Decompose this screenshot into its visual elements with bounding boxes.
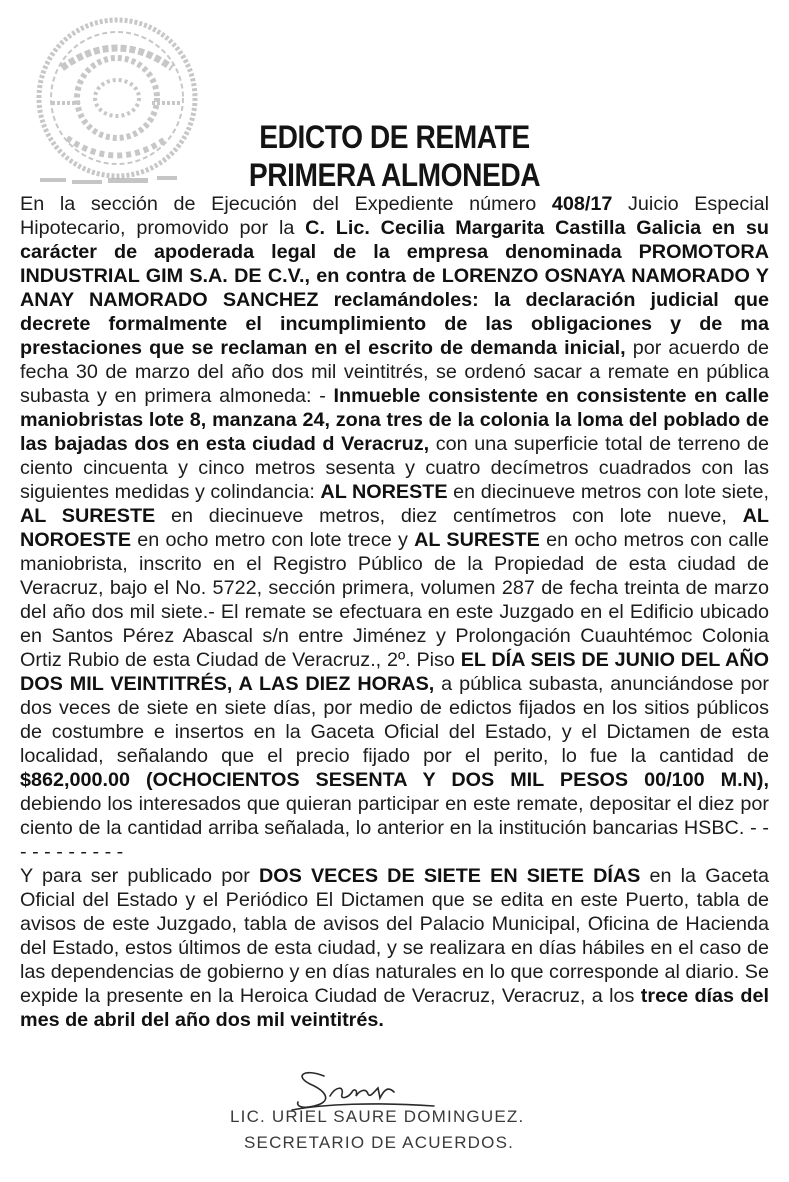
bold-segment: EL DÍA SEIS DE JUNIO DEL AÑO DOS MIL VEINTITRÉS, A LAS DIEZ HORAS, bbox=[20, 649, 769, 695]
text-segment: Y para ser publicado por bbox=[20, 865, 259, 887]
bold-segment: C. Lic. Cecilia Margarita Castilla Galicia en su carácter de apoderada legal de la empresa denominada PROMOTORA INDUSTRIAL GIM S.A. DE C.V., en contra de LORENZO OSNAYA NAMORADO Y ANAY NAMORADO SANCHEZ reclamándoles: la declaración judicial que decrete formalmente el incumplimiento de las obligaciones y de ma prestaciones que se reclaman en el escrito de demanda inicial, bbox=[20, 217, 769, 359]
edict-paragraph-1 bbox=[20, 192, 769, 864]
signature-block bbox=[226, 1104, 566, 1156]
text-segment: Juicio Especial Hipotecario, promovido por la bbox=[20, 193, 769, 239]
signer-title: SECRETARIO DE ACUERDOS. bbox=[244, 1133, 515, 1152]
signer-name: LIC. URIEL SAURE DOMINGUEZ. bbox=[230, 1107, 525, 1126]
text-segment: debiendo los interesados que quieran participar en este remate, depositar el diez por ciento de la cantidad arriba señalada, lo anterior en la institución bancarias HSBC. - - - - - - - - - - - bbox=[20, 793, 769, 863]
bold-segment: $862,000.00 (OCHOCIENTOS SESENTA Y DOS MIL PESOS 00/100 M.N), bbox=[20, 769, 769, 791]
bold-segment: AL NORESTE bbox=[320, 481, 448, 503]
edict-paragraph-2 bbox=[20, 864, 769, 1032]
bold-segment: AL NOROESTE bbox=[20, 505, 769, 551]
bold-segment: trece días del mes de abril del año dos mil veintitrés. bbox=[20, 985, 769, 1031]
text-segment: en ocho metro con lote trece y bbox=[131, 529, 415, 551]
bold-segment: 408/17 bbox=[551, 193, 613, 215]
text-segment: con una superficie total de terreno de ciento cincuenta y cinco metros sesenta y cuatro decímetros cuadrados con las siguientes medidas y colindancia: bbox=[20, 433, 769, 503]
bold-segment: AL SURESTE bbox=[20, 505, 156, 527]
title-line-2: PRIMERA ALMONEDA bbox=[248, 157, 541, 193]
text-segment: En la sección de Ejecución del Expediente número bbox=[20, 193, 552, 215]
edict-title bbox=[0, 118, 789, 194]
edict-body bbox=[20, 192, 769, 1032]
bold-segment: Inmueble consistente en consistente en calle maniobristas lote 8, manzana 24, zona tres de la colonia la loma del poblado de las bajadas dos en esta ciudad d Veracruz, bbox=[20, 385, 769, 455]
bold-segment: DOS VECES DE SIETE EN SIETE DÍAS bbox=[258, 865, 641, 887]
text-segment: a pública subasta, anunciándose por dos veces de siete en siete días, por medio de edictos fijados en los sitios públicos de costumbre e insertos en la Gaceta Oficial del Estado, y el Dictamen de esta localidad, señalando que el precio fijado por el perito, lo fue la cantidad de bbox=[20, 673, 769, 767]
bold-segment: AL SURESTE bbox=[414, 529, 540, 551]
title-line-1: EDICTO DE REMATE bbox=[259, 119, 530, 155]
text-segment: en diecinueve metros con lote siete, bbox=[447, 481, 769, 503]
text-segment: en diecinueve metros, diez centímetros con lote nueve, bbox=[155, 505, 743, 527]
text-segment: en ocho metros con calle maniobrista, inscrito en el Registro Público de la Propiedad de esta ciudad de Veracruz, bajo el No. 5722, sección primera, volumen 287 de fecha treinta de marzo del año dos mil siete.- El remate se efectuara en este Juzgado en el Edificio ubicado en Santos Pérez Abascal s/n entre Jiménez y Prolongación Cuauhtémoc Colonia Ortiz Rubio de esta Ciudad de Veracruz., 2º. Piso bbox=[20, 529, 769, 671]
text-segment: en la Gaceta Oficial del Estado y el Periódico El Dictamen que se edita en este Puerto, tabla de avisos de este Juzgado, tabla de avisos del Palacio Municipal, Oficina de Hacienda del Estado, estos últimos de esta ciudad, y se realizara en días hábiles en el caso de las dependencias de gobierno y en días naturales en lo que corresponde al diario. Se expide la presente en la Heroica Ciudad de Veracruz, Veracruz, a los bbox=[20, 865, 769, 1007]
text-segment: por acuerdo de fecha 30 de marzo del año dos mil veintitrés, se ordenó sacar a remate en pública subasta y en primera almoneda: - bbox=[20, 337, 769, 407]
